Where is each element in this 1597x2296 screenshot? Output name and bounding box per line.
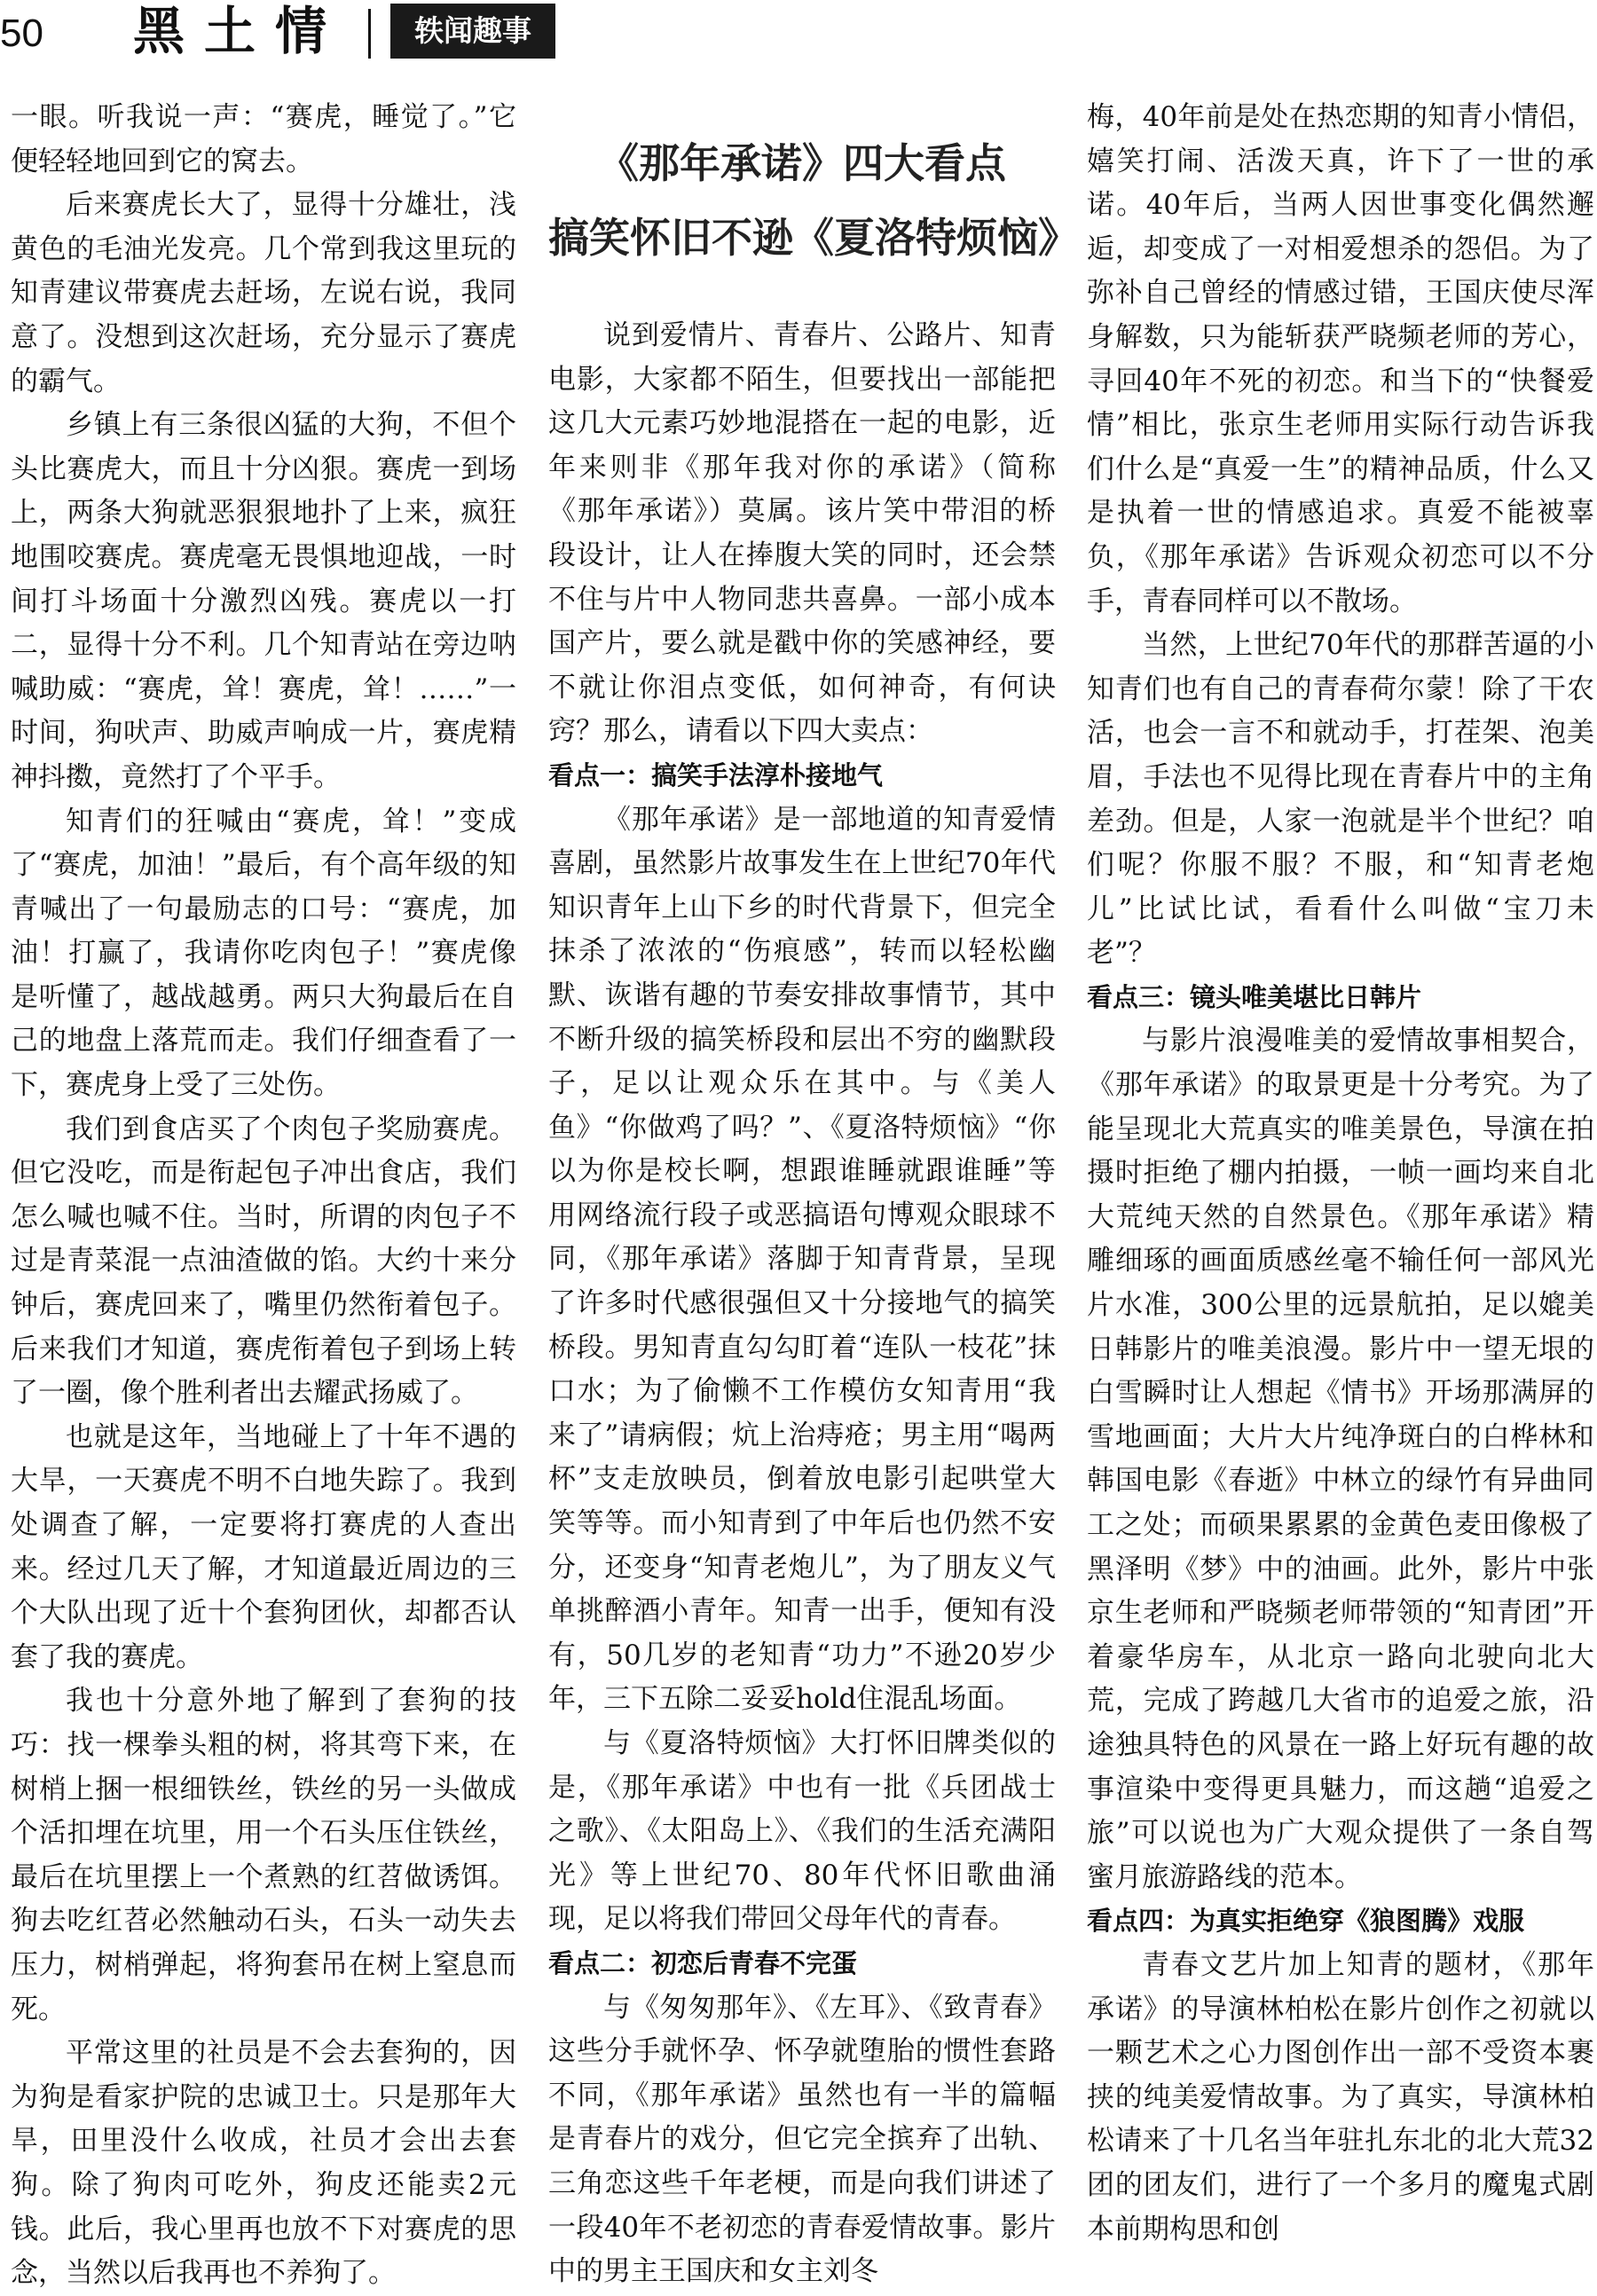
article-title-line-1: 《那年承诺》四大看点 bbox=[598, 139, 1006, 187]
paragraph: 梅，40年前是处在热恋期的知青小情侣，嬉笑打闹、活泼天真，许下了一世的承诺。40年后，当两人因世事变化偶然邂逅，却变成了一对相爱想杀的怨侣。为了弥补自己曾经的情感过错，王国庆使尽浑身解数，只为能斩获严晓频老师的芳心，寻回40年不死的初恋。和当下的“快餐爱情”相比，张京生老师用实际行动告诉我们什么是“真爱一生”的精神品质，什么又是执着一世的情感追求。真爱不能被辜负，《那年承诺》告诉观众初恋可以不分手，青春同样可以不散场。 bbox=[1087, 101, 1594, 617]
paragraph: 知青们的狂喊由“赛虎，耸！”变成了“赛虎，加油！”最后，有个高年级的知青喊出了一句最励志的口号：“赛虎，加油！打赢了，我请你吃肉包子！”赛虎像是听懂了，越战越勇。两只大狗最后在自己的地盘上落荒而走。我们仔细查看了一下，赛虎身上受了三处伤。 bbox=[11, 805, 516, 1102]
subheading-point-4: 看点四：为真实拒绝穿《狼图腾》戏服 bbox=[1087, 1906, 1525, 1937]
column-2 bbox=[548, 89, 1079, 2294]
paragraph: 我也十分意外地了解到了套狗的技巧：找一棵拳头粗的树，将其弯下来，在树梢上捆一根细铁丝，铁丝的另一头做成个活扣埋在坑里，用一个石头压住铁丝，最后在坑里摆上一个煮熟的红苕做诱饵。狗去吃红苕必然触动石头，石头一动失去压力，树梢弹起，将狗套吊在树上窒息而死。 bbox=[11, 1685, 516, 2025]
paragraph: 《那年承诺》是一部地道的知青爱情喜剧，虽然影片故事发生在上世纪70年代知识青年上山下乡的时代背景下，但完全抹杀了浓浓的“伤痕感”，转而以轻松幽默、诙谐有趣的节奏安排故事情节，其中不断升级的搞笑桥段和层出不穷的幽默段子，足以让观众乐在其中。与《美人鱼》“你做鸡了吗？”、《夏洛特烦恼》“你以为你是校长啊，想跟谁睡就跟谁睡”等用网络流行段子或恶搞语句博观众眼球不同，《那年承诺》落脚于知青背景，呈现了许多时代感很强但又十分接地气的搞笑桥段。男知青直勾勾盯着“连队一枝花”抹口水；为了偷懒不工作模仿女知青用“我来了”请病假；炕上治痔疮；男主用“喝两杯”支走放映员，倒着放电影引起哄堂大笑等等。而小知青到了中年后也仍然不安分，还变身“知青老炮儿”，为了朋友义气单挑醉酒小青年。知青一出手，便知有没有，50几岁的老知青“功力”不逊20岁少年，三下五除二妥妥hold住混乱场面。 bbox=[548, 803, 1056, 1716]
section-tag: 轶闻趣事 bbox=[390, 4, 555, 59]
subheading-point-3: 看点三：镜头唯美堪比日韩片 bbox=[1087, 981, 1422, 1012]
paragraph: 与《匆匆那年》、《左耳》、《致青春》这些分手就怀孕、怀孕就堕胎的惯性套路不同，《那年承诺》虽然也有一半的篇幅是青春片的戏分，但它完全摈弃了出轨、三角恋这些千年老梗，而是向我们讲述了一段40年不老初恋的青春爱情故事。影片中的男主王国庆和女主刘冬 bbox=[548, 1991, 1056, 2288]
article-title bbox=[548, 126, 1079, 275]
paragraph: 青春文艺片加上知青的题材，《那年承诺》的导演林柏松在影片创作之初就以一颗艺术之心力图创作出一部不受资本裹挟的纯美爱情故事。为了真实，导演林柏松请来了十几名当年驻扎东北的北大荒32团的团友们，进行了一个多月的魔鬼式剧本前期构思和创 bbox=[1087, 1948, 1594, 2245]
header-divider bbox=[368, 9, 371, 59]
subheading-point-1: 看点一：搞笑手法淳朴接地气 bbox=[548, 759, 884, 790]
paragraph: 乡镇上有三条很凶猛的大狗，不但个头比赛虎大，而且十分凶狠。赛虎一到场上，两条大狗就恶狠狠地扑了上来，疯狂地围咬赛虎。赛虎毫无畏惧地迎战，一时间打斗场面十分激烈凶残。赛虎以一打二，显得十分不利。几个知青站在旁边呐喊助威：“赛虎，耸！赛虎，耸！……”一时间，狗吠声、助威声响成一片，赛虎精神抖擞，竟然打了个平手。 bbox=[11, 409, 516, 793]
page-number: 50 bbox=[0, 12, 43, 55]
paragraph: 也就是这年，当地碰上了十年不遇的大旱，一天赛虎不明不白地失踪了。我到处调查了解，一定要将打赛虎的人查出来。经过几天了解，才知道最近周边的三个大队出现了近十个套狗团伙，却都否认套了我的赛虎。 bbox=[11, 1420, 516, 1673]
article-title-line-2: 搞笑怀旧不逊《夏洛特烦恼》 bbox=[548, 214, 1079, 262]
magazine-title: 黑土情 bbox=[133, 1, 347, 61]
subheading-point-2: 看点二：初恋后青春不完蛋 bbox=[548, 1947, 858, 1978]
paragraph: 与影片浪漫唯美的爱情故事相契合，《那年承诺》的取景更是十分考究。为了能呈现北大荒真实的唯美景色，导演在拍摄时拒绝了棚内拍摄，一帧一画均来自北大荒纯天然的自然景色。《那年承诺》精雕细琢的画面质感丝毫不输任何一部风光片水准，300公里的远景航拍，足以媲美日韩影片的唯美浪漫。影片中一望无垠的白雪瞬时让人想起《情书》开场那满屏的雪地画面；大片大片纯净斑白的白桦林和韩国电影《春逝》中林立的绿竹有异曲同工之处；而硕果累累的金黄色麦田像极了黑泽明《梦》中的油画。此外，影片中张京生老师和严晓频老师带领的“知青团”开着豪华房车，从北京一路向北驶向北大荒，完成了跨越几大省市的追爱之旅，沿途独具特色的风景在一路上好玩有趣的故事渲染中变得更具魅力，而这趟“追爱之旅”可以说也为广大观众提供了一条自驾蜜月旅游路线的范本。 bbox=[1087, 1025, 1594, 1893]
article-intro: 说到爱情片、青春片、公路片、知青电影，大家都不陌生，但要找出一部能把这几大元素巧妙地混搭在一起的电影，近年来则非《那年我对你的承诺》（简称《那年承诺》）莫属。该片笑中带泪的桥段设计，让人在捧腹大笑的同时，还会禁不住与片中人物同悲共喜鼻。一部小成本国产片，要么就是戳中你的笑感神经，要不就让你泪点变低，如何神奇，有何诀窍？那么，请看以下四大卖点： bbox=[548, 319, 1056, 748]
paragraph: 一眼。听我说一声：“赛虎，睡觉了。”它便轻轻地回到它的窝去。 bbox=[11, 101, 516, 177]
column-3 bbox=[1087, 96, 1594, 2252]
page-header bbox=[0, 0, 1597, 98]
paragraph: 当然，上世纪70年代的那群苦逼的小知青们也有自己的青春荷尔蒙！除了干农活，也会一言不和就动手，打茬架、泡美眉，手法也不见得比现在青春片中的主角差劲。但是，人家一泡就是半个世纪？咱们呢？你服不服？不服，和“知青老炮儿”比试比试，看看什么叫做“宝刀未老”？ bbox=[1087, 629, 1594, 970]
paragraph: 我们到食店买了个肉包子奖励赛虎。但它没吃，而是衔起包子冲出食店，我们怎么喊也喊不住。当时，所谓的肉包子不过是青菜混一点油渣做的馅。大约十来分钟后，赛虎回来了，嘴里仍然衔着包子。后来我们才知道，赛虎衔着包子到场上转了一圈，像个胜利者出去耀武扬威了。 bbox=[11, 1113, 516, 1410]
column-1 bbox=[11, 96, 516, 2296]
paragraph: 后来赛虎长大了，显得十分雄壮，浅黄色的毛油光发亮。几个常到我这里玩的知青建议带赛虎去赶场，左说右说，我同意了。没想到这次赶场，充分显示了赛虎的霸气。 bbox=[11, 189, 516, 397]
paragraph: 平常这里的社员是不会去套狗的，因为狗是看家护院的忠诚卫士。只是那年大旱，田里没什么收成，社员才会出去套狗。除了狗肉可吃外，狗皮还能卖2元钱。此后，我心里再也放不下对赛虎的思念，当然以后我再也不养狗了。 bbox=[11, 2037, 516, 2290]
paragraph: 与《夏洛特烦恼》大打怀旧牌类似的是，《那年承诺》中也有一批《兵团战士之歌》、《太阳岛上》、《我们的生活充满阳光》等上世纪70、80年代怀旧歌曲涌现，足以将我们带回父母年代的青春。 bbox=[548, 1727, 1056, 1936]
